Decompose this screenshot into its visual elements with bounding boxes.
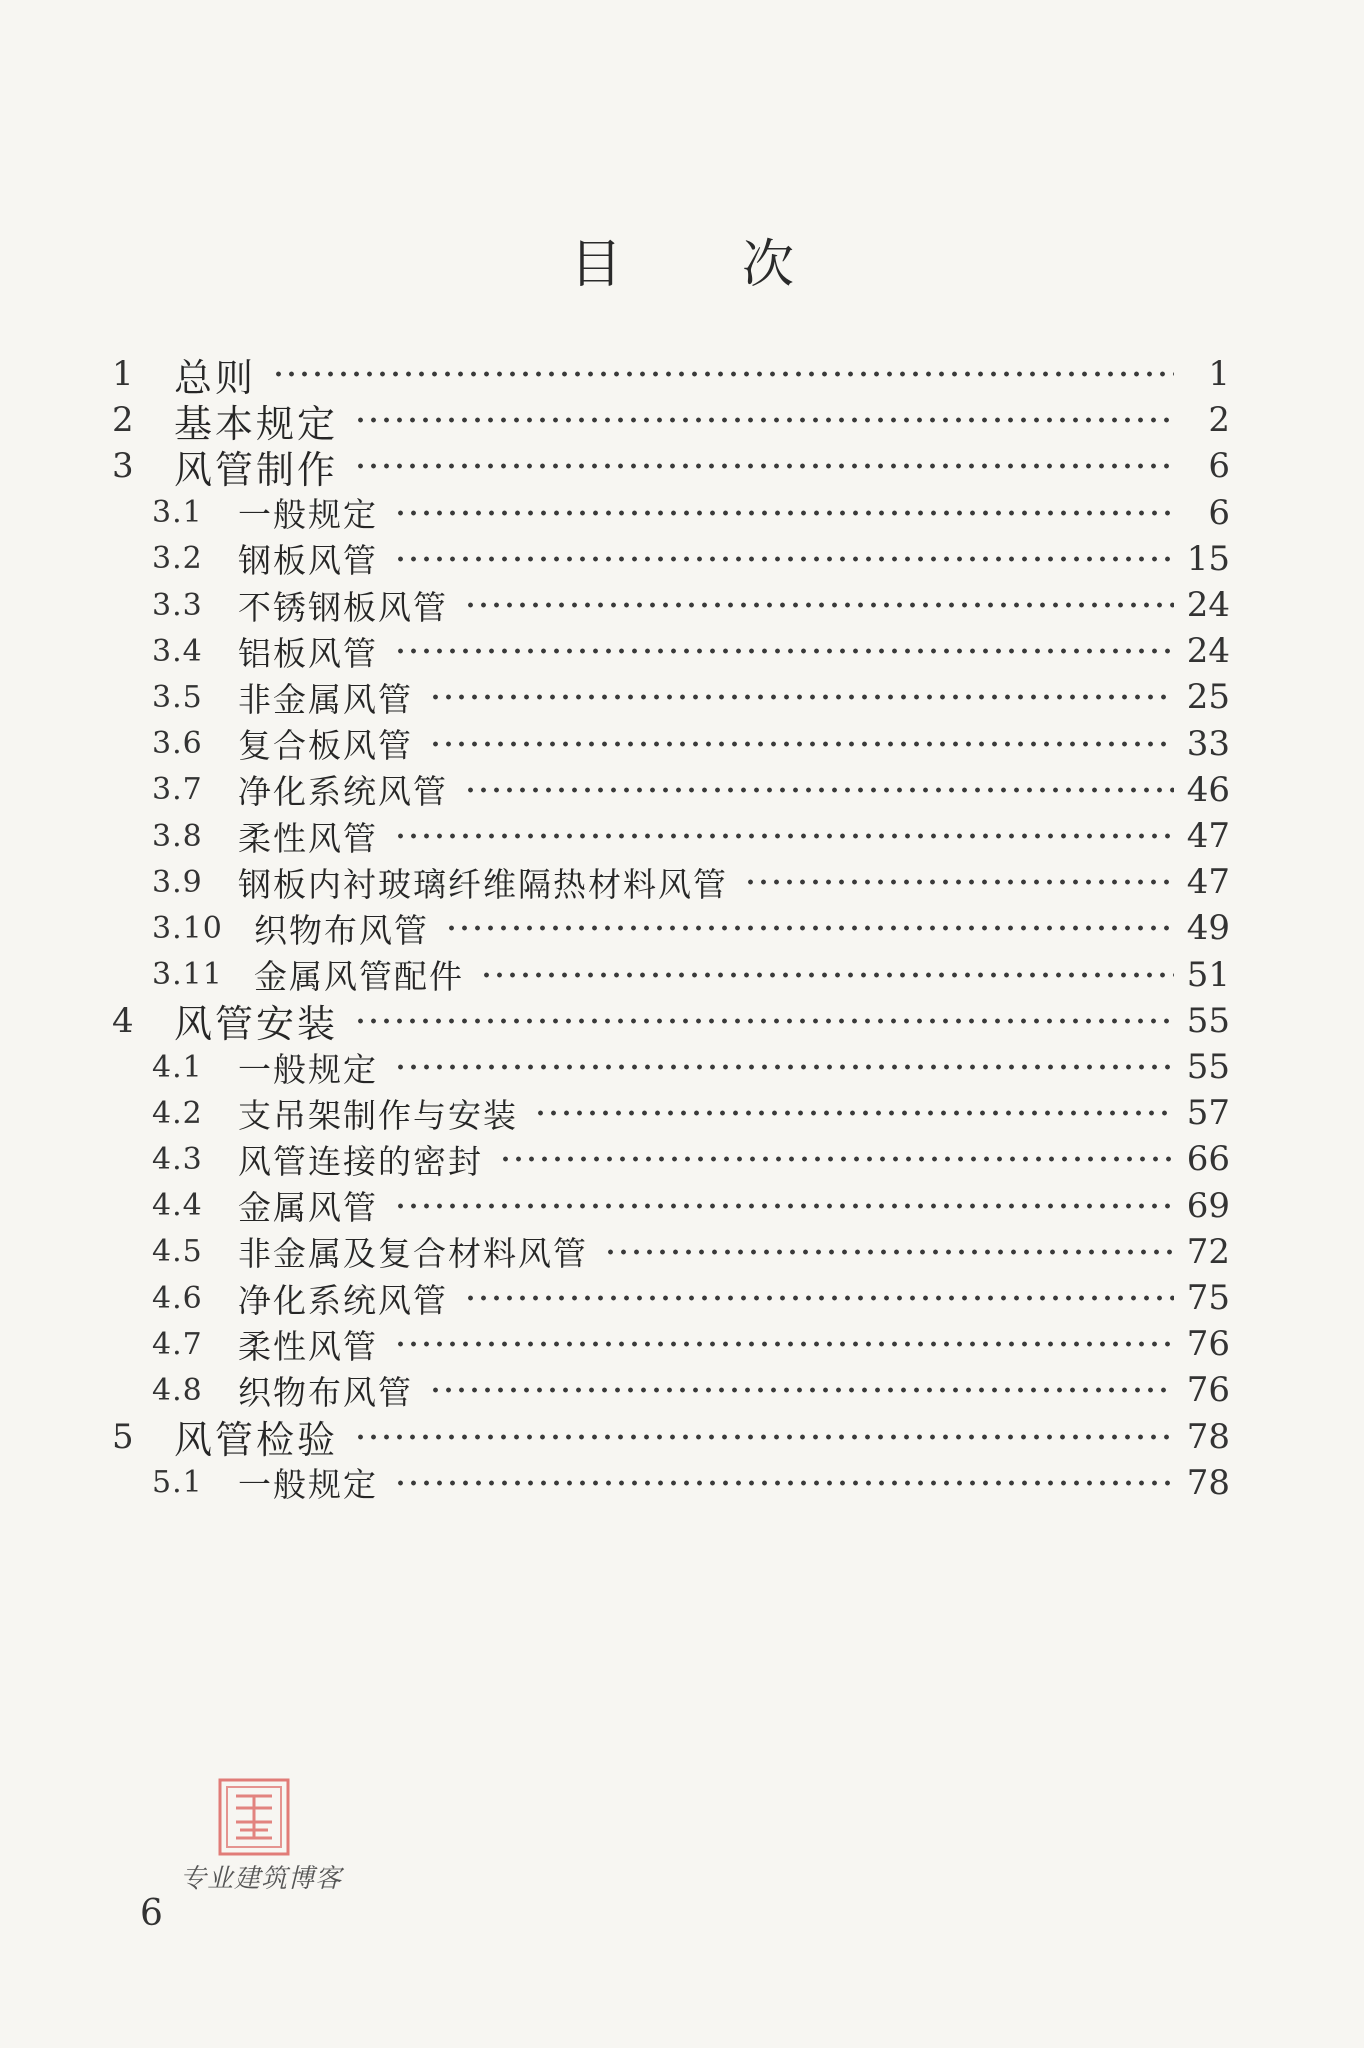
- toc-entry-page: 1: [1208, 354, 1230, 394]
- toc-entry-page: 66: [1186, 1139, 1230, 1180]
- toc-entry-label: 非金属风管: [238, 679, 413, 719]
- toc-entry-page: 55: [1186, 1000, 1230, 1041]
- toc-leader-dots: [464, 786, 1174, 794]
- toc-entry-number: 3.2: [152, 541, 203, 577]
- toc-entry-label: 铝板风管: [238, 633, 378, 673]
- toc-leader-dots: [445, 924, 1174, 932]
- toc-entry-label: 非金属及复合材料风管: [238, 1234, 588, 1274]
- toc-entry-page: 57: [1186, 1093, 1230, 1134]
- toc-entry-number: 3: [112, 446, 134, 487]
- toc-entry-label: 一般规定: [238, 495, 378, 535]
- toc-entry-number: 3.6: [152, 726, 203, 762]
- toc-entry[interactable]: [152, 1453, 1230, 1513]
- toc-entry-label: 柔性风管: [238, 818, 378, 858]
- toc-leader-dots: [354, 1017, 1174, 1025]
- toc-leader-dots: [480, 971, 1174, 979]
- toc-leader-dots: [744, 878, 1174, 886]
- toc-entry-page: 25: [1186, 677, 1230, 718]
- toc-entry-label: 净化系统风管: [238, 1280, 448, 1320]
- toc-leader-dots: [464, 1294, 1174, 1302]
- title-right-char: 次: [742, 235, 795, 295]
- toc-entry-label: 风管制作: [174, 447, 339, 492]
- toc-entry-page: 76: [1186, 1370, 1230, 1411]
- toc-leader-dots: [272, 370, 1174, 378]
- toc-entry-page: 72: [1186, 1231, 1230, 1272]
- toc-entry-page: 33: [1186, 723, 1230, 764]
- toc-entry-number: 3.10: [152, 910, 223, 946]
- toc-entry-number: 4.7: [152, 1326, 203, 1362]
- toc-entry-number: 4: [112, 1000, 134, 1041]
- toc-entry-number: 2: [112, 400, 134, 441]
- toc-entry-number: 1: [112, 354, 134, 394]
- toc-entry-label: 一般规定: [238, 1465, 378, 1505]
- toc-leader-dots: [394, 1479, 1174, 1487]
- toc-leader-dots: [394, 832, 1174, 840]
- toc-entry-number: 3.1: [152, 495, 203, 531]
- toc-entry-page: 6: [1208, 492, 1230, 533]
- toc-entry-page: 47: [1186, 816, 1230, 856]
- toc-entry-number: 3.11: [152, 957, 223, 993]
- toc-entry-number: 5.1: [152, 1465, 203, 1501]
- toc-entry-label: 一般规定: [238, 1049, 378, 1089]
- toc-entry-number: 4.3: [152, 1141, 203, 1177]
- toc-entry-number: 5: [112, 1416, 134, 1457]
- toc-entry-label: 复合板风管: [238, 726, 413, 766]
- watermark-text: 专业建筑博客: [180, 1864, 343, 1894]
- toc-entry-number: 4.8: [152, 1372, 203, 1408]
- toc-entry-label: 不锈钢板风管: [238, 587, 448, 627]
- toc-leader-dots: [394, 1340, 1174, 1348]
- toc-entry-label: 柔性风管: [238, 1326, 378, 1366]
- toc-entry-label: 金属风管: [238, 1188, 378, 1228]
- toc-entry-number: 3.8: [152, 818, 203, 854]
- toc-entry-page: 6: [1208, 446, 1230, 487]
- toc-entry-label: 支吊架制作与安装: [238, 1095, 518, 1135]
- toc-entry-label: 净化系统风管: [238, 772, 448, 812]
- toc-entry-number: 4.5: [152, 1234, 203, 1270]
- toc-leader-dots: [394, 647, 1174, 655]
- toc-entry-number: 3.9: [152, 864, 203, 900]
- toc-entry-label: 风管连接的密封: [238, 1141, 483, 1181]
- toc-leader-dots: [534, 1109, 1174, 1117]
- toc-leader-dots: [499, 1155, 1174, 1163]
- toc-entry-label: 风管安装: [174, 1002, 339, 1047]
- toc-entry-page: 75: [1186, 1278, 1230, 1318]
- toc-entry-number: 4.1: [152, 1049, 203, 1085]
- toc-leader-dots: [429, 693, 1174, 701]
- toc-leader-dots: [464, 601, 1174, 609]
- toc-entry-number: 4.4: [152, 1188, 203, 1224]
- toc-entry-page: 15: [1186, 538, 1230, 579]
- toc-entry-number: 4.6: [152, 1280, 203, 1316]
- toc-entry-page: 49: [1186, 908, 1230, 949]
- toc-entry-page: 78: [1186, 1462, 1230, 1503]
- toc-entry-label: 金属风管配件: [254, 957, 464, 997]
- toc-leader-dots: [394, 555, 1174, 563]
- toc-entry-number: 3.4: [152, 633, 203, 669]
- toc-leader-dots: [354, 1433, 1174, 1441]
- toc-entry-page: 47: [1186, 862, 1230, 903]
- toc-entry-number: 3.3: [152, 587, 203, 623]
- toc-leader-dots: [354, 416, 1174, 424]
- toc-entry-page: 46: [1186, 769, 1230, 810]
- toc-leader-dots: [394, 509, 1174, 517]
- toc-entry-number: 3.7: [152, 772, 203, 808]
- toc-leader-dots: [604, 1248, 1174, 1256]
- toc-entry-page: 55: [1186, 1047, 1230, 1087]
- toc-entry-page: 24: [1186, 585, 1230, 625]
- page-title: [0, 222, 1364, 297]
- toc-leader-dots: [394, 1202, 1174, 1210]
- toc-leader-dots: [394, 1063, 1174, 1071]
- toc-entry-page: 69: [1186, 1185, 1230, 1226]
- toc-entry-label: 基本规定: [174, 401, 339, 446]
- toc-entry-number: 4.2: [152, 1095, 203, 1131]
- toc-leader-dots: [429, 1386, 1174, 1394]
- toc-leader-dots: [354, 462, 1174, 470]
- toc-entry-label: 钢板内衬玻璃纤维隔热材料风管: [238, 864, 728, 904]
- toc-entry-label: 总则: [174, 355, 257, 400]
- toc-leader-dots: [429, 740, 1174, 748]
- toc-entry-number: 3.5: [152, 679, 203, 715]
- toc-entry-label: 织物布风管: [254, 910, 429, 950]
- toc-entry-label: 钢板风管: [238, 541, 378, 581]
- toc-entry-page: 78: [1186, 1416, 1230, 1457]
- toc-entry-page: 76: [1186, 1324, 1230, 1365]
- footer-page-number: 6: [140, 1893, 163, 1934]
- stamp-seal-icon: [218, 1778, 290, 1856]
- toc-entry-label: 风管检验: [174, 1418, 339, 1463]
- title-left-char: 目: [569, 235, 622, 295]
- toc-entry-page: 24: [1186, 631, 1230, 672]
- toc-entry-page: 51: [1186, 954, 1230, 995]
- toc-entry-label: 织物布风管: [238, 1372, 413, 1412]
- toc-entry-page: 2: [1208, 400, 1230, 441]
